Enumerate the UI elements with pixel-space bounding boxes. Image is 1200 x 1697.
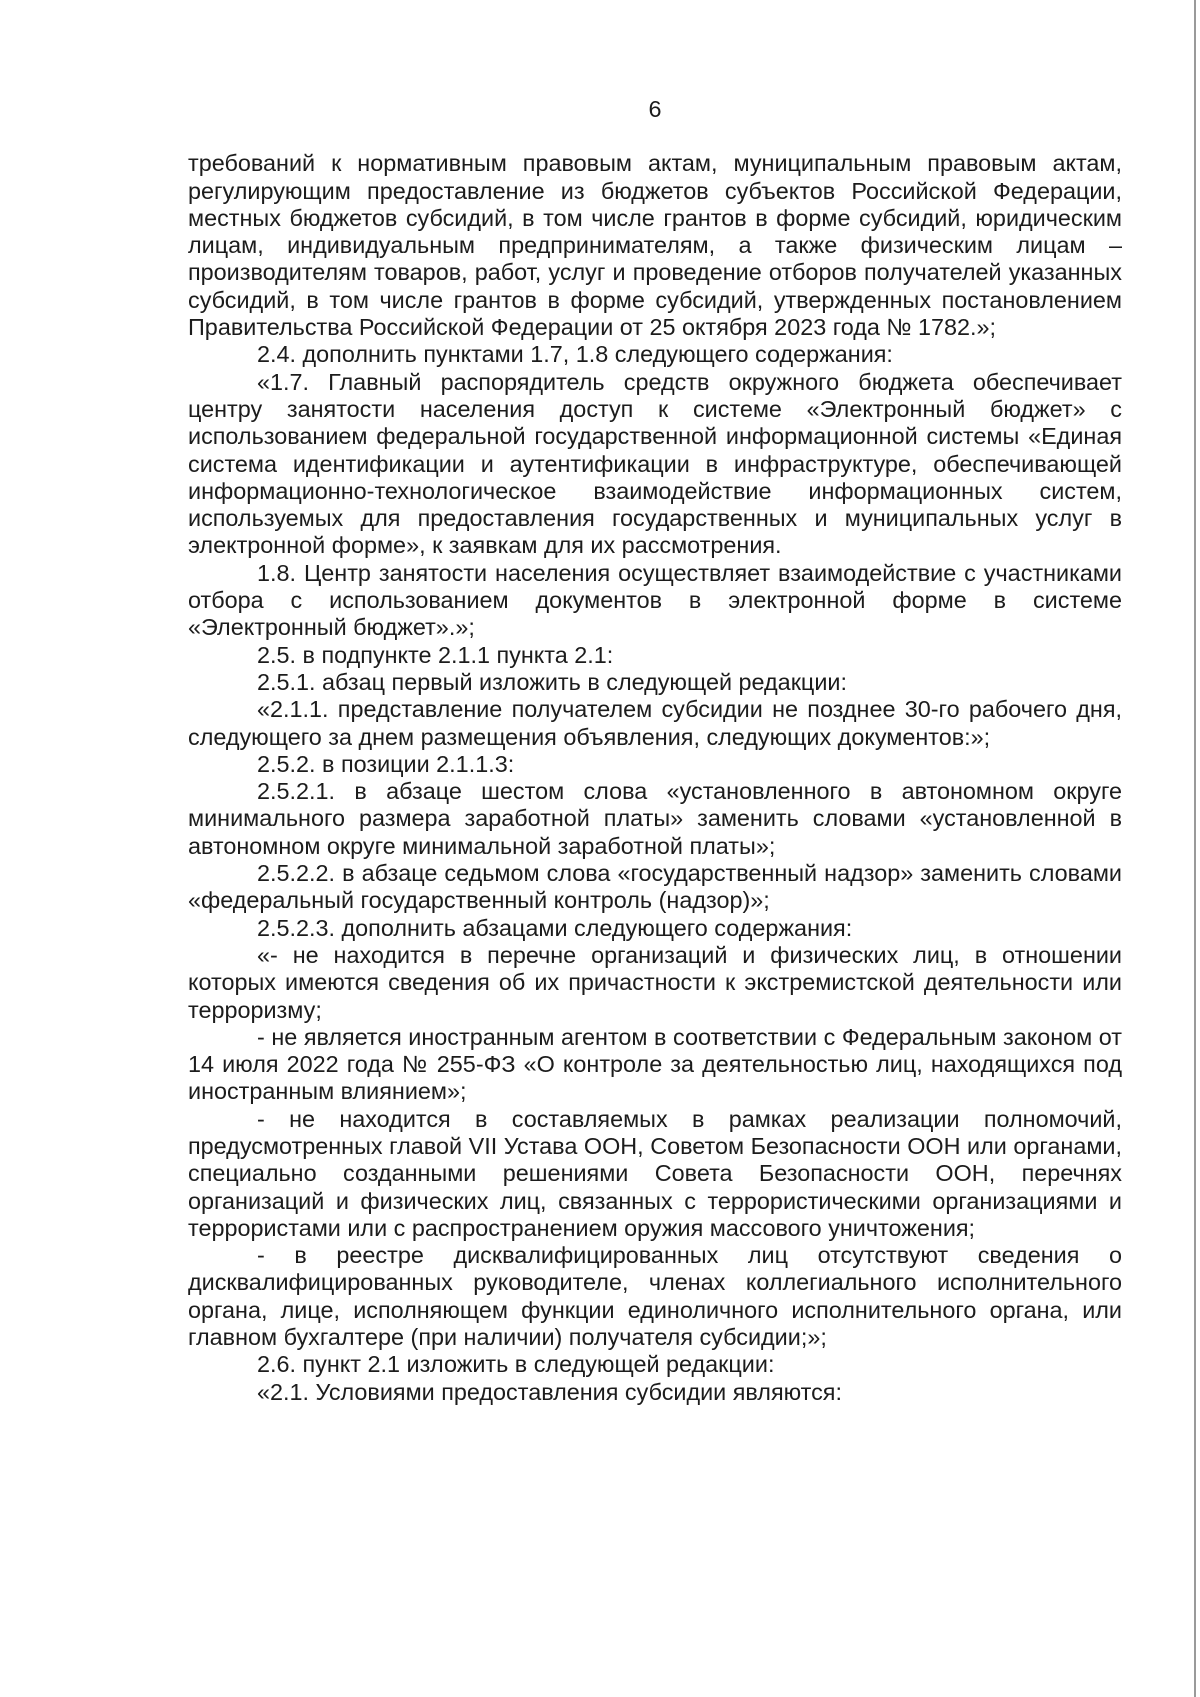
paragraph-p7: «2.1.1. представление получателем субсидии не позднее 30-го рабочего дня, следующего за днем размещения объявления, следующих документов:»; [188,696,1122,750]
paragraph-p4: 1.8. Центр занятости населения осуществляет взаимодействие с участниками отбора с использованием документов в электронной форме в системе «Электронный бюджет».»; [188,559,1122,641]
paragraph-p8: 2.5.2. в позиции 2.1.1.3: [257,750,515,777]
paragraph-p5: 2.5. в подпункте 2.1.1 пункта 2.1: [257,641,614,668]
paragraph-p6: 2.5.1. абзац первый изложить в следующей редакции: [257,668,847,695]
paragraph-p12: «- не находится в перечне организаций и физических лиц, в отношении которых имеются сведения об их причастности к экстремистской деятельности или терроризму; [188,941,1122,1023]
document-page [188,96,1122,1406]
paragraph-p11: 2.5.2.3. дополнить абзацами следующего содержания: [257,914,853,941]
paragraph-p2: 2.4. дополнить пунктами 1.7, 1.8 следующего содержания: [257,341,893,368]
paragraph-p16: 2.6. пункт 2.1 изложить в следующей редакции: [257,1351,775,1378]
paragraph-p15: - в реестре дисквалифицированных лиц отсутствуют сведения о дисквалифицированных руководителе, членах коллегиального исполнительного органа, лице, исполняющем функции единоличного исполнительного органа, или главном бухгалтере (при наличии) получателя субсидии;»; [188,1242,1122,1351]
paragraph-p13: - не является иностранным агентом в соответствии с Федеральным законом от 14 июля 2022 года № 255-ФЗ «О контроле за деятельностью лиц, находящихся под иностранным влиянием»; [188,1023,1122,1105]
paragraph-p10: 2.5.2.2. в абзаце седьмом слова «государственный надзор» заменить словами «федеральный государственный контроль (надзор)»; [188,860,1122,914]
paragraph-p9: 2.5.2.1. в абзаце шестом слова «установленного в автономном округе минимального размера заработной платы» заменить словами «установленной в автономном округе минимальной заработной платы»; [188,778,1122,859]
paragraph-p14: - не находится в составляемых в рамках реализации полномочий, предусмотренных главой VII Устава ООН, Советом Безопасности ООН или органами, специально созданными решениями Совета Безопасности ООН, перечнях организаций и физических лиц, связанных с террористическими организациями и террористами или с распространением оружия массового уничтожения; [188,1105,1122,1241]
paragraph-p3: «1.7. Главный распорядитель средств окружного бюджета обеспечивает центру занятости населения доступ к системе «Электронный бюджет» с использованием федеральной государственной информационной системы «Единая система идентификации и аутентификации в инфраструктуре, обеспечивающей информационно-технологическое взаимодействие информационных систем, используемых для предоставления государственных и муниципальных услуг в электронной форме», к заявкам для их рассмотрения. [188,368,1122,559]
paragraph-p1: требований к нормативным правовым актам, муниципальным правовым актам, регулирующим предоставление из бюджетов субъектов Российской Федерации, местных бюджетов субсидий, в том числе грантов в форме субсидий, юридическим лицам, индивидуальным предпринимателям, а также физическим лицам – производителям товаров, работ, услуг и проведение отборов получателей указанных субсидий, в том числе грантов в форме субсидий, утвержденных постановлением Правительства Российской Федерации от 25 октября 2023 года № 1782.»; [188,150,1122,341]
page-edge [1194,0,1196,1697]
paragraph-p17: «2.1. Условиями предоставления субсидии являются: [257,1378,842,1405]
document-body [188,150,1122,1406]
page-number: 6 [648,96,662,122]
